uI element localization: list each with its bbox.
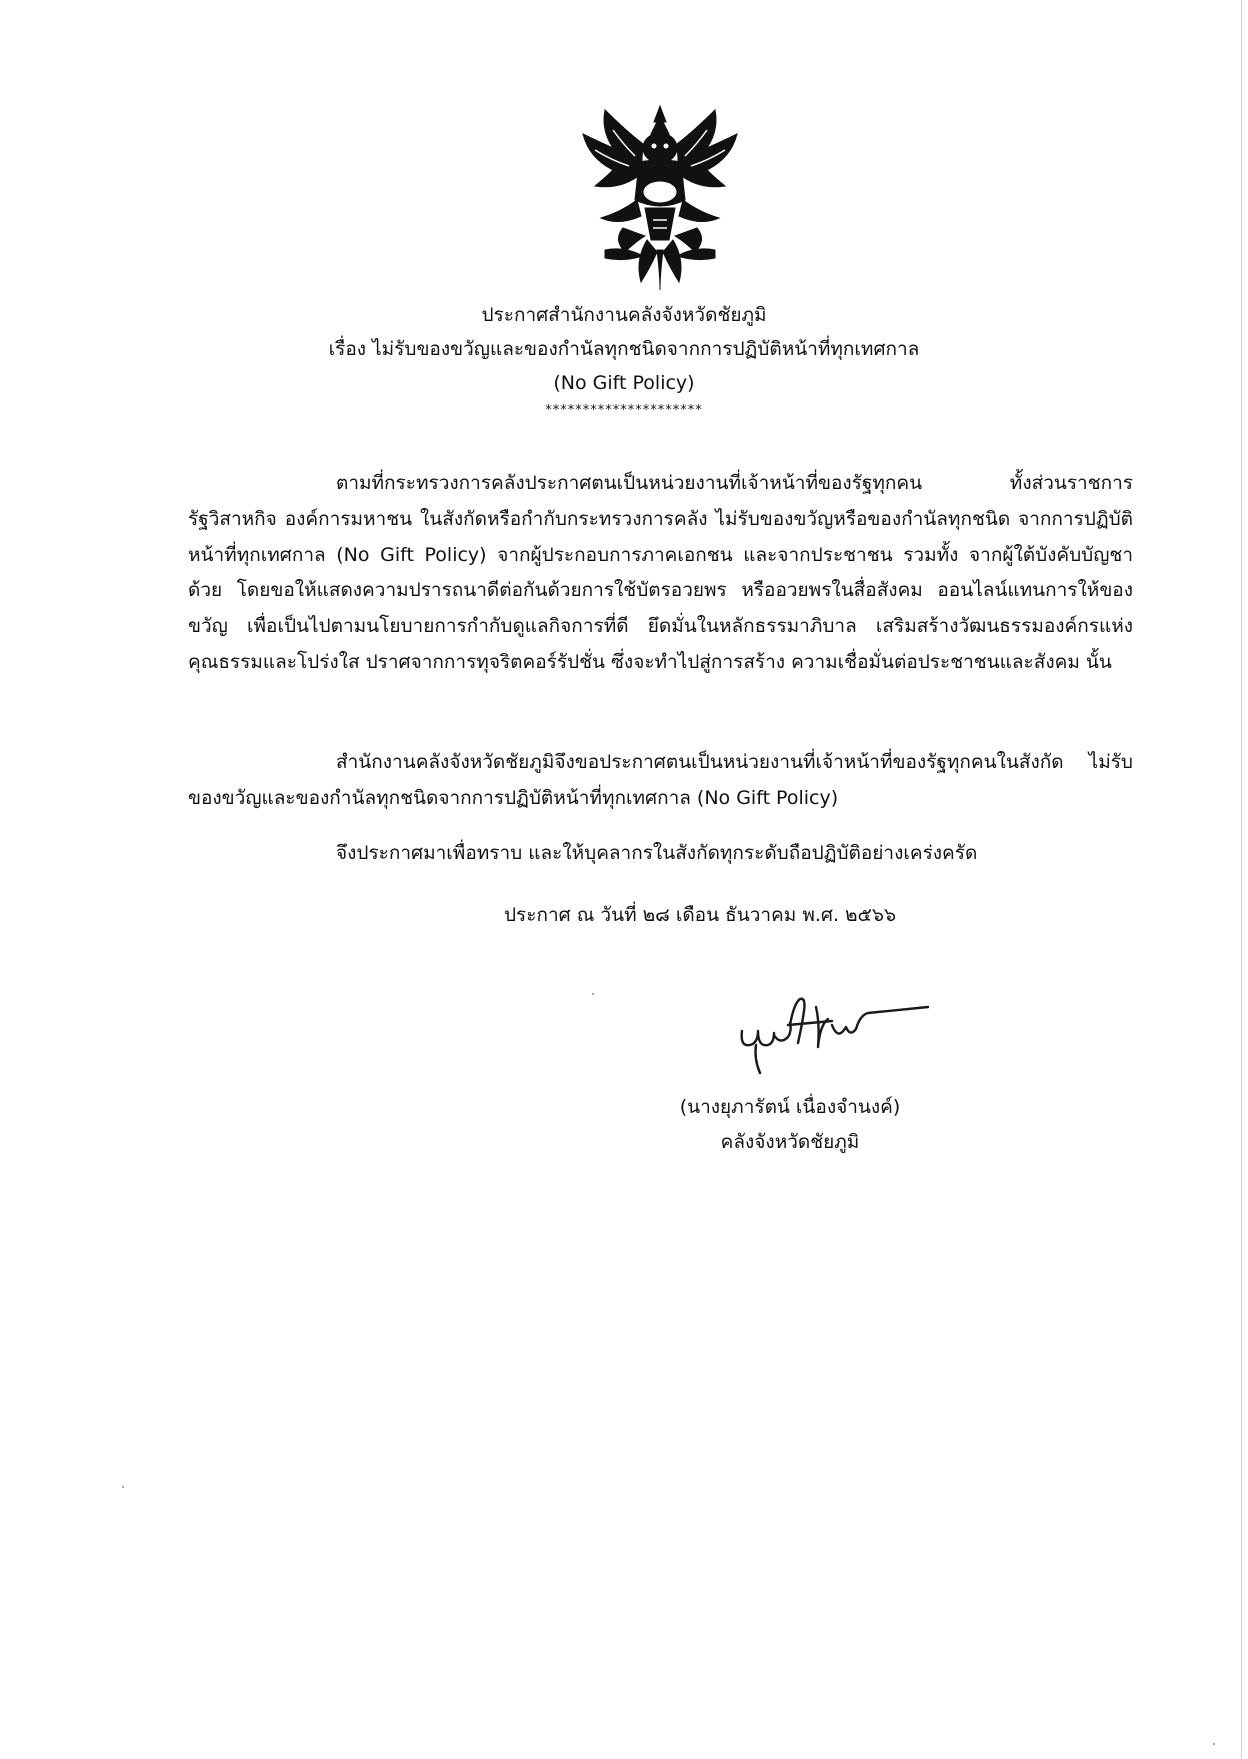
body-paragraph-2: สำนักงานคลังจังหวัดชัยภูมิจึงขอประกาศตนเป็นหน่วยงานที่เจ้าหน้าที่ของรัฐทุกคนในสังกัด ไม่รับของขวัญและของกำนัลทุกชนิดจากการปฏิบัติหน้าที่ทุกเทศกาล (No Gift Policy) <box>188 751 1133 809</box>
garuda-emblem-icon <box>565 100 755 295</box>
body-paragraph-1: ตามที่กระทรวงการคลังประกาศตนเป็นหน่วยงานที่เจ้าหน้าที่ของรัฐทุกคน ทั้งส่วนราชการ รัฐวิสาหกิจ องค์การมหาชน ในสังกัดหรือกำกับกระทรวงการคลัง ไม่รับของขวัญหรือของกำนัลทุกชนิด จากการปฏิบัติหน้าที่ทุกเทศกาล (No Gift Policy) จากผู้ประกอบการภาคเอกชน และจากประชาชน รวมทั้ง จากผู้ใต้บังคับบัญชาด้วย โดยขอให้แสดงความปรารถนาดีต่อกันด้วยการใช้บัตรอวยพร หรืออวยพรในสื่อสังคม ออนไลน์แทนการให้ของขวัญ เพื่อเป็นไปตามนโยบายการกำกับดูแลกิจการที่ดี ยึดมั่นในหลักธรรมาภิบาล เสริมสร้างวัฒนธรรมองค์กรแห่งคุณธรรมและโปร่งใส ปราศจากการทุจริตคอร์รัปชั่น ซึ่งจะทำไปสู่การสร้าง ความเชื่อมั่นต่อประชาชนและสังคม นั้น <box>188 472 1133 673</box>
scan-speck <box>1213 1743 1215 1745</box>
signer-name: (นางยุภารัตน์ เนื่องจำนงค์) <box>679 1096 901 1118</box>
announcement-title: ประกาศสำนักงานคลังจังหวัดชัยภูมิ <box>481 304 767 326</box>
handwritten-signature <box>728 985 938 1085</box>
body-paragraph-3: จึงประกาศมาเพื่อทราบ และให้บุคลากรในสังกัดทุกระดับถือปฏิบัติอย่างเคร่งครัด <box>336 842 978 864</box>
signer-block <box>600 1090 980 1160</box>
scan-edge-line <box>1241 0 1242 1759</box>
scan-speck <box>592 993 594 995</box>
header-divider-stars: ********************* <box>545 403 703 418</box>
announcement-header <box>0 298 1248 422</box>
announcement-date: ประกาศ ณ วันที่ ๒๘ เดือน ธันวาคม พ.ศ. ๒๕๖๖ <box>504 904 897 926</box>
announcement-subject: เรื่อง ไม่รับของขวัญและของกำนัลทุกชนิดจากการปฏิบัติหน้าที่ทุกเทศกาล <box>328 338 920 360</box>
announcement-subtitle: (No Gift Policy) <box>553 372 695 394</box>
signer-position: คลังจังหวัดชัยภูมิ <box>720 1131 860 1153</box>
scan-speck <box>122 1486 124 1488</box>
